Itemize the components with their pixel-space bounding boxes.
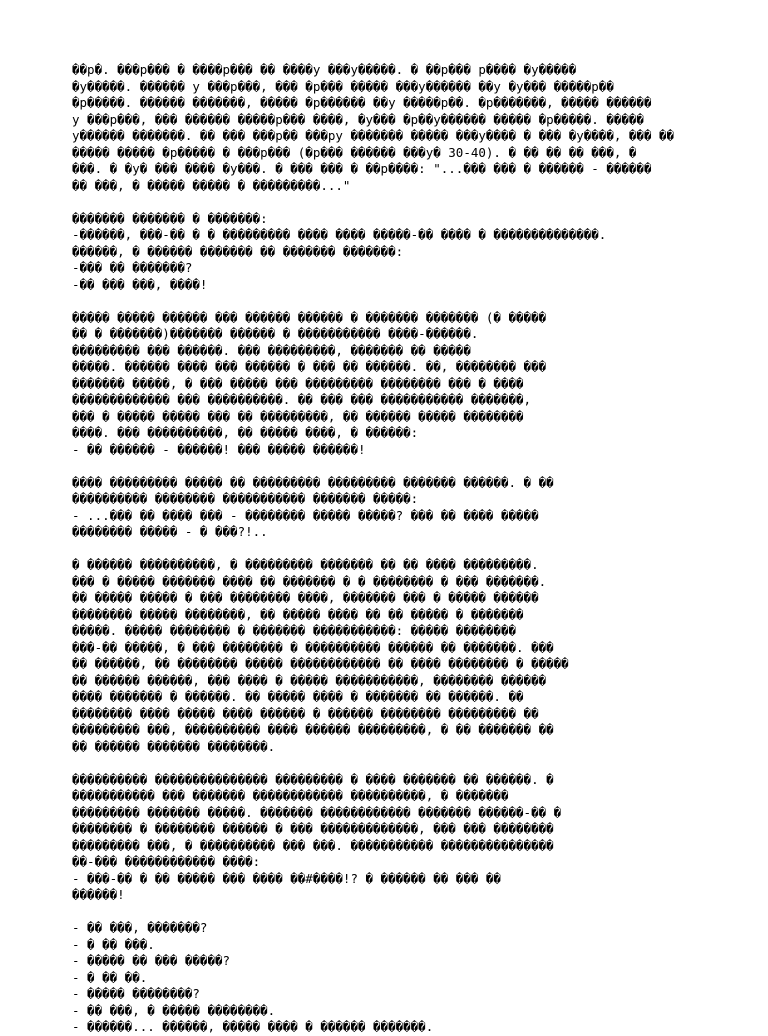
- paragraph: [72, 62, 692, 194]
- text-line: ��������� ��� ������. ��� ���������, ������� �� �����: [72, 342, 471, 358]
- text-line: - ������... ������, ����� ���� � ������ �������.: [72, 1019, 434, 1034]
- text-line: �� ������ ������� ��������.: [72, 738, 276, 754]
- text-line: �����. ����� �������� � ������� �����������: ����� ��������: [72, 623, 517, 638]
- text-line: - � �� ���.: [72, 936, 155, 952]
- text-line: - ...��� �� ���� ��� - �������� ����� �����? ��� �� ���� �����: [72, 507, 539, 523]
- text-line: �� ����� ����� � ��� �������� ����, ������� ��� � ����� ������: [72, 590, 539, 605]
- text-line: �������� � �������� ������ � ��� �������������, ��� ��� ��������: [72, 821, 554, 836]
- text-line: �� ������, �� �������� ����� ������������ �� ���� �������� � �����: [72, 656, 569, 671]
- paragraph: [72, 772, 692, 904]
- text-line: �� ���, � ����� ����� � ���������...": [72, 177, 351, 193]
- text-line: ���������� ��������������� ��������� � ���� ������� �� ������. �: [72, 771, 554, 787]
- text-line: �������� ����� ��������, �� ����� ���� �� �� ����� � �������: [72, 606, 524, 622]
- text-line: ������� �����, � ��� ����� ��� ��������� �������� ��� � ����: [72, 375, 524, 391]
- text-line: - �� ���, � ����� ��������.: [72, 1002, 276, 1018]
- text-line: у ���р���, ��� ������ �����р��� ����, �у��� �р��у������ ����� �р�����. �����: [72, 111, 644, 127]
- text-line: �����. ������ ���� ��� ������ � ��� �� ������. ��, �������� ���: [72, 359, 547, 374]
- text-line: ���� ������� � ������. �� ����� ���� � ������� �� ������. ��: [72, 689, 524, 704]
- text-line: ����. ��� ����������, �� ����� ����, � ������:: [72, 425, 419, 440]
- text-line: ����� ����� �р����� � ���р��� (�р��� ������ ���у� 30-40). � �� �� �� ���, �: [72, 144, 637, 160]
- text-line: - �� ���, �������?: [72, 920, 208, 935]
- text-line: - � �� ��.: [72, 969, 148, 985]
- text-line: ������������� ��� ����������. �� ��� ��� ����������� �������,: [72, 392, 532, 407]
- text-line: ���. � �у� ��� ���� �у���. � ��� ��� � ��р����: "...��� ��� � ������ - ������: [72, 161, 652, 176]
- text-line: ���������� �������� ����������� ������� �����:: [72, 491, 419, 506]
- text-line: �������� ����� - � ���?!..: [72, 524, 268, 539]
- text-line: ��� � ����� ������� ���� �� ������� � � �������� � ��� �������.: [72, 573, 547, 589]
- text-line: ��-��� ������������ ����:: [72, 854, 261, 869]
- document-page: [72, 62, 692, 1036]
- text-line: у������ �������. �� ��� ���р�� ���ру ������� ����� ���у���� � ��� �у����, ��� ��: [72, 128, 675, 143]
- text-line: ��������� ���, ���������� ���� ������ ���������, � �� ������� ��: [72, 722, 554, 737]
- text-line: ����������� ��� ������� ������������ ����������, � �������: [72, 788, 509, 803]
- text-line: ���-�� �����, � ��� �������� � ���������� ������ �� �������. ���: [72, 639, 554, 655]
- text-line: ������� ������� � �������:: [72, 210, 268, 226]
- text-line: ��������� ������� �����. ������� ������������ ������� ������-�� �: [72, 804, 562, 820]
- text-line: �� � �������)������� ������ � ����������� ����-������.: [72, 326, 479, 341]
- text-line: - ����� ��������?: [72, 986, 200, 1001]
- text-line: ������, � ������ ������� �� ������� �������:: [72, 243, 404, 259]
- text-line: ��������� ���, � ���������� ��� ���. ����������� ���������������: [72, 837, 554, 853]
- text-line: ���� ��������� ����� �� ��������� ��������� ������� ������. � ��: [72, 474, 554, 490]
- text-line: �у�����. ������ у ���р���, ��� �р��� ����� ���у������ ��у �у��� �����р��: [72, 78, 614, 94]
- text-line: �� ������ ������, ��� ���� � ����� �����������, �������� ������: [72, 672, 547, 688]
- text-line: -�� ��� ���, ����!: [72, 276, 208, 292]
- text-line: - �� ������ - ������! ��� ����� ������!: [72, 441, 366, 457]
- text-line: �р�����. ������ �������, ����� �р������ ��у �����р��. �р�������, ����� ������: [72, 95, 652, 110]
- text-line: � ������ ����������, � ��������� ������� �� �� ���� ���������.: [72, 557, 539, 572]
- text-line: ��р�. ���р��� � ����р��� �� ����у ���у�����. � ��р��� р���� �у�����: [72, 62, 577, 77]
- text-line: ����� ����� ������ ��� ������ ������ � ������� ������� (� �����: [72, 309, 547, 325]
- text-line: - ����� �� ��� �����?: [72, 953, 231, 968]
- text-line: �������� ���� ����� ���� ������ � ������ �������� ��������� ��: [72, 705, 539, 721]
- paragraph: [72, 475, 692, 541]
- text-line: -������, ���-�� � � ��������� ���� ���� �����-�� ���� � ��������������.: [72, 227, 607, 242]
- paragraph: [72, 920, 692, 1036]
- paragraph: [72, 211, 692, 294]
- text-line: -��� �� �������?: [72, 260, 193, 275]
- text-line: - ���-�� � �� ����� ��� ���� ��#����!? � ������ �� ��� ��: [72, 870, 501, 886]
- paragraph: [72, 310, 692, 459]
- paragraph: [72, 557, 692, 755]
- text-line: ��� � ����� ����� ��� �� ���������, �� ������ ����� ��������: [72, 408, 524, 424]
- text-line: ������!: [72, 887, 125, 902]
